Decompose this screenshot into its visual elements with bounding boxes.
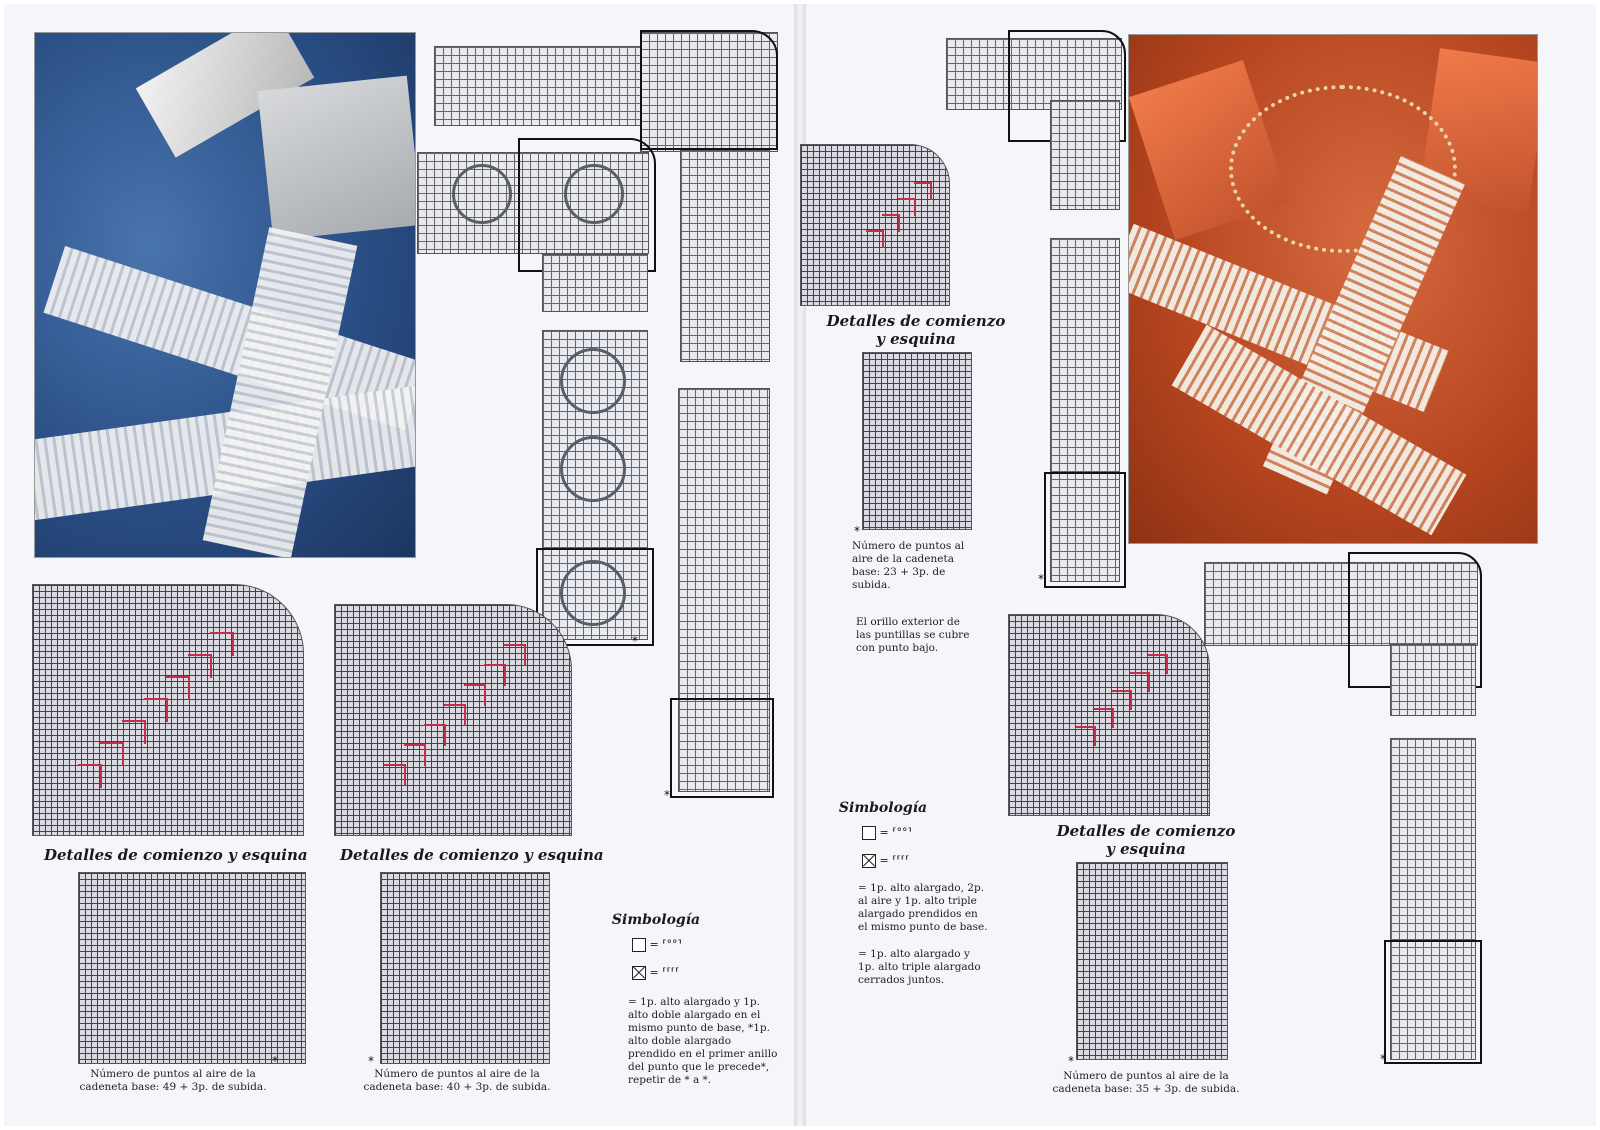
corner-red-line xyxy=(898,198,916,216)
corner-red-line xyxy=(210,632,234,656)
legend-row-text: = ⸢°°⸣ xyxy=(649,938,682,951)
corner-red-line xyxy=(914,182,932,200)
corner-red-line xyxy=(504,644,526,666)
corner-red-line xyxy=(484,664,506,686)
chart-vertical-strip-3 xyxy=(1390,644,1476,716)
corner-red-line xyxy=(384,764,406,786)
corner-red-line xyxy=(424,724,446,746)
legend-row-open xyxy=(862,826,912,840)
corner-red-line xyxy=(1130,672,1150,692)
section-title: Detalles de comienzo y esquina xyxy=(1056,822,1236,858)
corner-red-line xyxy=(122,720,146,744)
legend-row-filled xyxy=(632,966,679,980)
star-mark: * xyxy=(664,788,670,802)
star-mark: * xyxy=(368,1054,374,1068)
flower-motif xyxy=(564,164,624,224)
star-mark: * xyxy=(632,634,638,648)
chart-vertical-strip-1 xyxy=(680,150,770,362)
star-mark: * xyxy=(1068,1054,1074,1068)
flower-motif xyxy=(560,560,626,626)
legend-title: Simbología xyxy=(611,912,701,928)
star-mark: * xyxy=(854,524,860,538)
corner-red-line xyxy=(866,230,884,248)
star-mark: * xyxy=(1038,572,1044,586)
left-page xyxy=(4,4,794,1126)
corner-frame xyxy=(670,698,774,798)
legend-row-text: = ⸢⸢⸢⸢ xyxy=(879,854,910,867)
legend-row-filled xyxy=(862,854,909,868)
corner-frame xyxy=(1044,472,1126,588)
section-title: Detalles de comienzo y esquina xyxy=(340,846,604,864)
gift-bag-grey xyxy=(258,76,416,241)
chart-vertical-strip-1 xyxy=(1050,100,1120,210)
stitch-diagram-start-a xyxy=(78,872,306,1064)
filled-mesh-symbol xyxy=(632,966,646,980)
stitch-diagram-start-b xyxy=(1076,862,1228,1060)
legend-row-open xyxy=(632,938,682,952)
chain-count-note: Número de puntos al aire de la cadeneta base: 49 + 3p. de subida. xyxy=(79,1068,267,1093)
corner-frame xyxy=(1384,940,1482,1064)
lace-photo-blue xyxy=(34,32,416,558)
right-page xyxy=(806,4,1596,1126)
legend-description: = 1p. alto alargado y 1p. alto triple alargado cerrados juntos. xyxy=(858,948,981,986)
corner-frame xyxy=(640,30,778,150)
chart-vertical-block xyxy=(542,254,648,312)
section-title: Detalles de comienzo y esquina xyxy=(44,846,308,864)
corner-red-line xyxy=(882,214,900,232)
flower-motif xyxy=(452,164,512,224)
corner-red-line xyxy=(1148,654,1168,674)
corner-red-line xyxy=(1076,726,1096,746)
stitch-diagram-corner-a xyxy=(800,144,950,306)
legend-row-text: = ⸢°°⸣ xyxy=(879,826,912,839)
stitch-diagram-corner-a xyxy=(32,584,304,836)
lace-photo-orange xyxy=(1128,34,1538,544)
corner-red-line xyxy=(100,742,124,766)
corner-red-line xyxy=(464,684,486,706)
open-mesh-symbol xyxy=(632,938,646,952)
filled-mesh-symbol xyxy=(862,854,876,868)
corner-red-line xyxy=(144,698,168,722)
flower-motif xyxy=(560,348,626,414)
corner-red-line xyxy=(444,704,466,726)
stitch-diagram-start-a xyxy=(862,352,972,530)
section-title: Detalles de comienzo y esquina xyxy=(826,312,1006,348)
corner-red-line xyxy=(166,676,190,700)
legend-description: = 1p. alto alargado, 2p. al aire y 1p. alto triple alargado prendidos en el mismo punto de base. xyxy=(858,882,988,933)
corner-red-line xyxy=(404,744,426,766)
corner-red-line xyxy=(1094,708,1114,728)
legend-description: = 1p. alto alargado y 1p. alto doble alargado en el mismo punto de base, *1p. alto doble alargado prendido en el primer anillo del punto que le precede*, repetir de * a *. xyxy=(628,996,778,1086)
corner-red-line xyxy=(1112,690,1132,710)
chart-edging-top-1 xyxy=(434,46,641,126)
flower-motif xyxy=(560,436,626,502)
stitch-diagram-start-b xyxy=(380,872,550,1064)
edge-note: El orillo exterior de las puntillas se cubre con punto bajo. xyxy=(856,616,970,654)
legend-title: Simbología xyxy=(838,800,928,816)
corner-red-line xyxy=(188,654,212,678)
open-mesh-symbol xyxy=(862,826,876,840)
star-mark: * xyxy=(272,1054,278,1068)
chain-count-note: Número de puntos al aire de la cadeneta base: 35 + 3p. de subida. xyxy=(1052,1070,1240,1095)
chain-count-note: Número de puntos al aire de la cadeneta base: 40 + 3p. de subida. xyxy=(363,1068,551,1093)
chain-count-note: Número de puntos al aire de la cadeneta base: 23 + 3p. de subida. xyxy=(852,540,965,591)
star-mark: * xyxy=(1380,1052,1386,1066)
legend-row-text: = ⸢⸢⸢⸢ xyxy=(649,966,680,979)
corner-red-line xyxy=(78,764,102,788)
